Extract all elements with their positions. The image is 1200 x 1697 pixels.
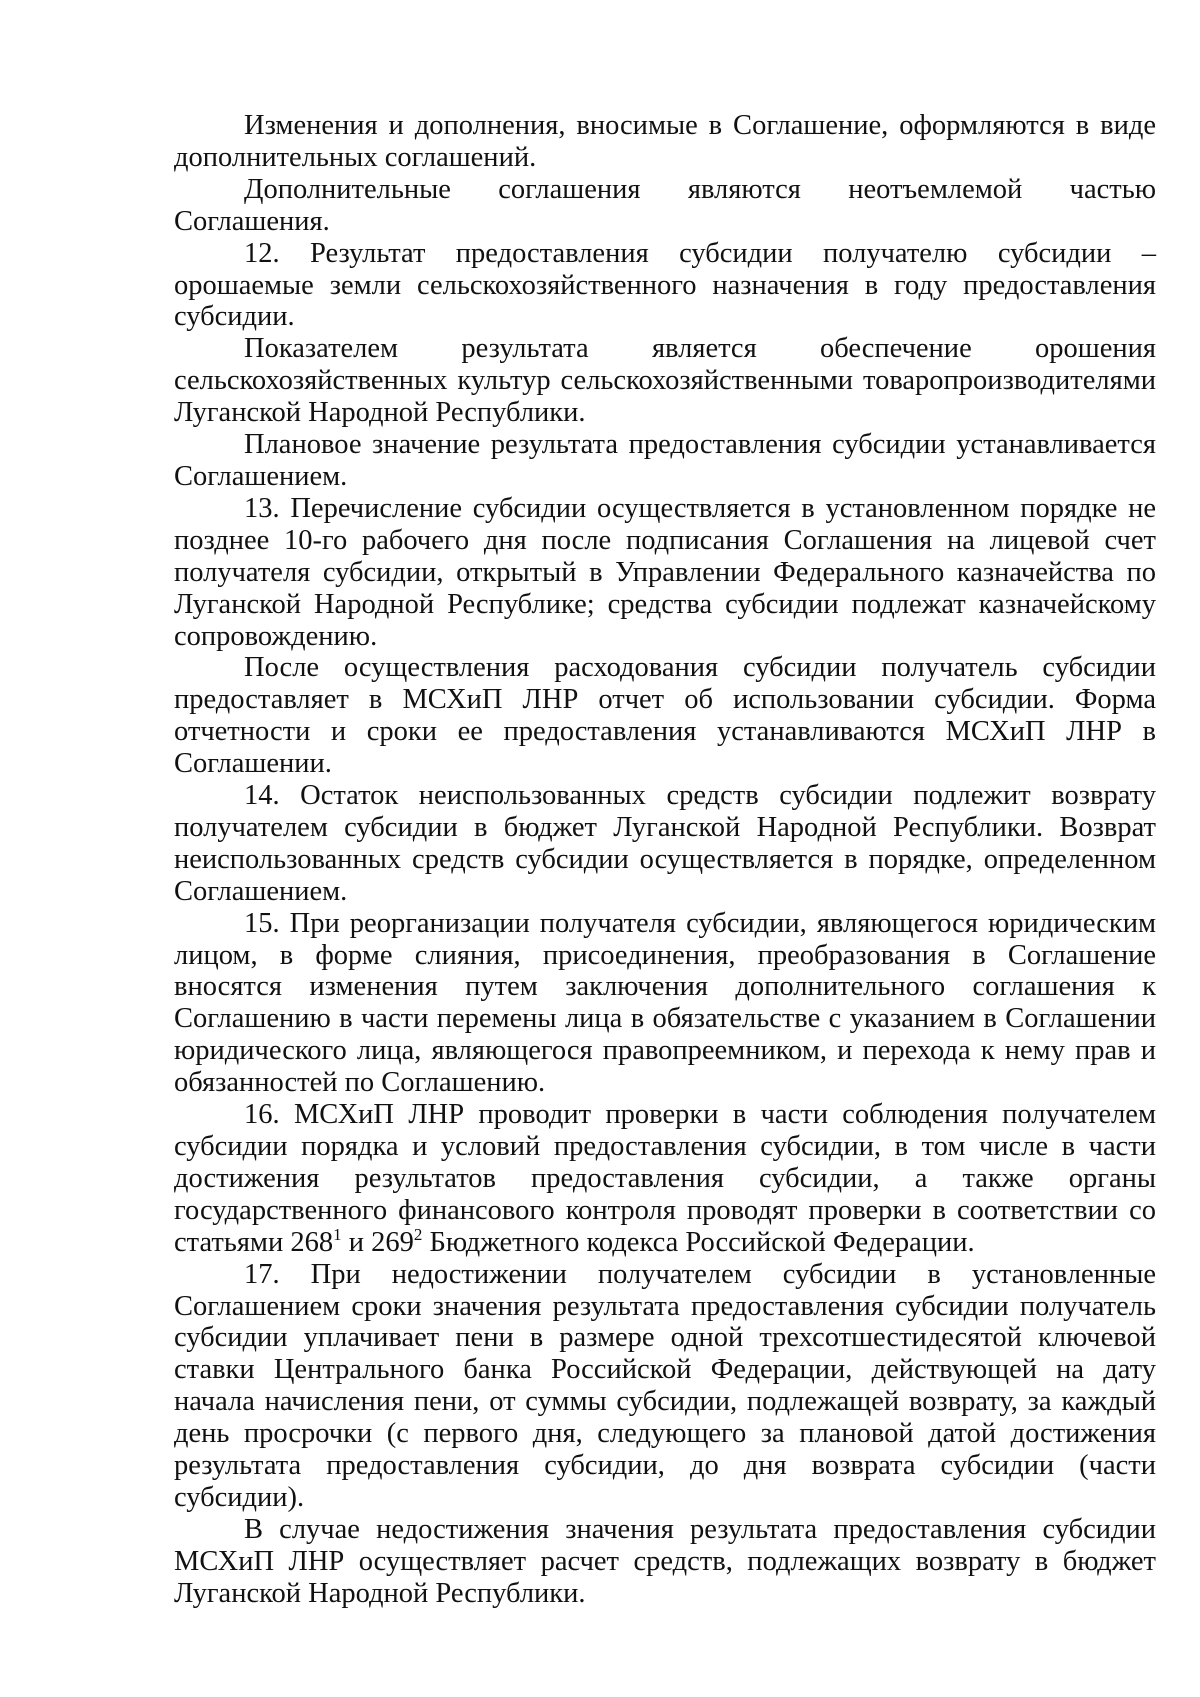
paragraph-report: После осуществления расходования субсидии получатель субсидии предоставляет в МСХиП ЛНР отчет об использовании субсидии. Форма отчетности и сроки ее предоставления устанавливаются МСХиП ЛНР в Соглашении. [174, 652, 1156, 780]
superscript-2: 2 [413, 1224, 423, 1244]
document-page [174, 110, 1156, 1610]
paragraph-item-14: 14. Остаток неиспользованных средств субсидии подлежит возврату получателем субсидии в бюджет Луганской Народной Республики. Возврат неиспользованных средств субсидии осуществляется в порядке, определенном Соглашением. [174, 780, 1156, 907]
paragraph-amendments: Изменения и дополнения, вносимые в Соглашение, оформляются в виде дополнительных соглашений. [174, 110, 1156, 173]
paragraph-item-17: 17. При недостижении получателем субсидии в установленные Соглашением сроки значения результата предоставления субсидии получатель субсидии уплачивает пени в размере одной трехсотшестидесятой ключевой ставки Центрального банка Российской Федерации, действующей на дату начала начисления пени, от суммы субсидии, подлежащей возврату, за каждый день просрочки (с первого дня, следующего за плановой датой достижения результата предоставления субсидии, до дня возврата субсидии (части субсидии). [174, 1258, 1156, 1513]
paragraph-item-16-text: 16. МСХиП ЛНР проводит проверки в части соблюдения получателем субсидии порядка и условий предоставления субсидии, в том числе в части достижения результатов предоставления субсидии, а также органы государственного финансового контроля проводят проверки в соответствии [174, 1099, 1156, 1226]
paragraph-result-indicator: Показателем результата является обеспечение орошения сельскохозяйственных культур сельскохозяйственными товаропроизводителями Луганской Народной Республики. [174, 333, 1156, 429]
paragraph-non-achievement: В случае недостижения значения результата предоставления субсидии МСХиП ЛНР осуществляет расчет средств, подлежащих возврату в бюджет Луганской Народной Республики. [174, 1513, 1156, 1609]
paragraph-item-16 [174, 1099, 1156, 1259]
tail-part-2: и 269 [341, 1226, 414, 1258]
tail-part-1: со статьями 268 [174, 1194, 1157, 1258]
paragraph-planned-value: Плановое значение результата предоставления субсидии устанавливается Соглашением. [174, 429, 1156, 492]
paragraph-item-15: 15. При реорганизации получателя субсидии, являющегося юридическим лицом, в форме слияния, присоединения, преобразования в Соглашение вносятся изменения путем заключения дополнительного соглашения к Соглашению в части перемены лица в обязательстве с указанием в Соглашении юридического лица, являющегося правопреемником, и перехода к нему прав и обязанностей по Соглашению. [174, 907, 1156, 1099]
paragraph-item-13: 13. Перечисление субсидии осуществляется в установленном порядке не позднее 10-го рабочего дня после подписания Соглашения на лицевой счет получателя субсидии, открытый в Управлении Федерального казначейства по Луганской Народной Республике; средства субсидии подлежат казначейскому сопровождению. [174, 492, 1156, 652]
paragraph-supplementary-agreements: Дополнительные соглашения являются неотъемлемой частью Соглашения. [174, 173, 1156, 237]
superscript-1: 1 [333, 1224, 342, 1244]
paragraph-item-12: 12. Результат предоставления субсидии получателю субсидии – орошаемые земли сельскохозяйственного назначения в году предоставления субсидии. [174, 237, 1156, 333]
tail-part-3: Бюджетного кодекса Российской Федерации. [422, 1226, 975, 1258]
